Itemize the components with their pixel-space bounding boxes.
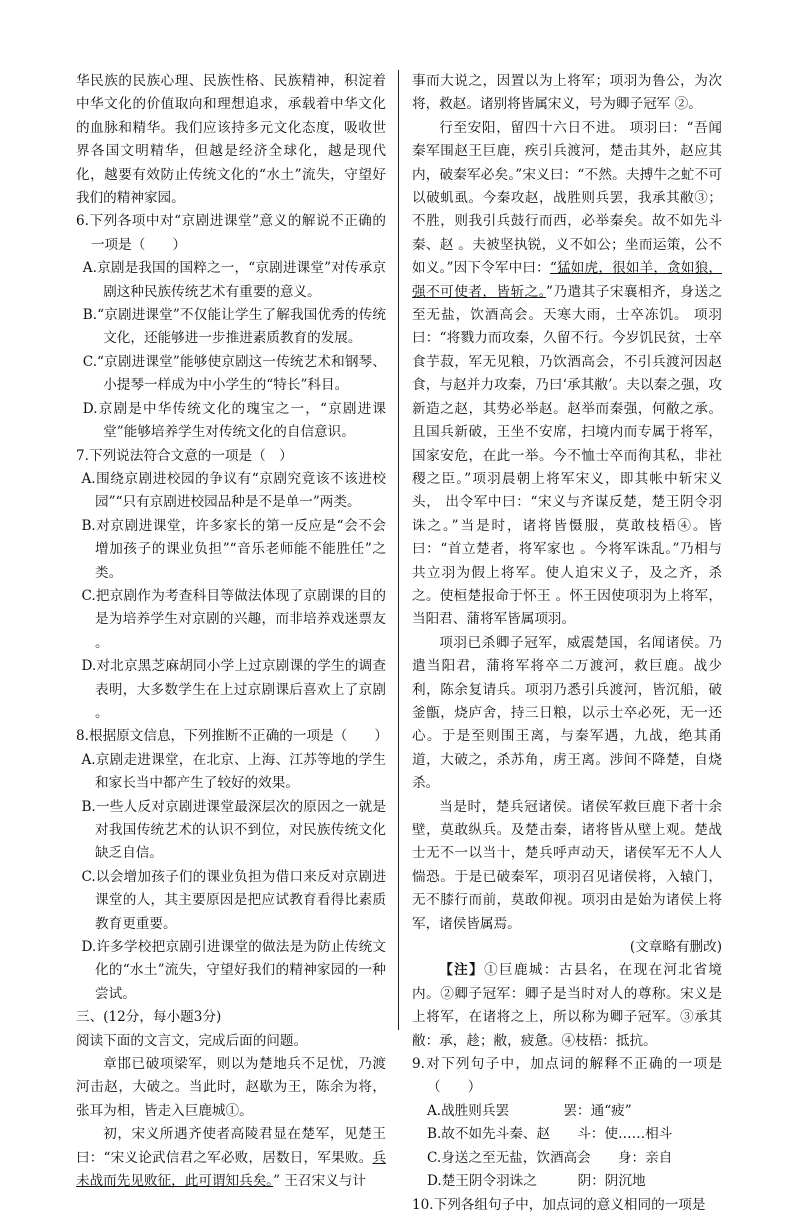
classical-paragraph-4: 项羽已杀卿子冠军，威震楚国，名闻诸侯。乃遣当阳君，蒲将军将卒二万渡河，救巨鹿。战少利，陈余复请兵。项羽乃悉引兵渡河，皆沉船，破釜甑，烧庐舍，持三日粮，以示士卒必死，无一还心。于是至则围王离，与秦军遇，九战，绝其甬道，大破之，杀苏角，虏王离。涉间不降楚，自烧杀。 bbox=[412, 634, 722, 792]
q6-option-c: C.“京剧进课堂”能够使京剧这一传统艺术和钢琴、小提琴一样成为中小学生的“特长”科目。 bbox=[82, 353, 386, 394]
question-6: 6.下列各项中对“京剧进课堂”意义的解说不正确的一项是（ ） bbox=[76, 213, 386, 253]
q7-option-d: D.对北京黑芝麻胡同小学上过京剧课的学生的调查表明，大多数学生在上过京剧课后喜欢上了京剧 。 bbox=[81, 658, 386, 721]
right-column bbox=[412, 70, 722, 1217]
q6-option-d: D.京剧是中华传统文化的瑰宝之一，“京剧进课堂”能够培养学生对传统文化的自信意识。 bbox=[82, 400, 386, 441]
annotation bbox=[412, 959, 722, 1053]
q8-option-c: C.以会增加孩子们的课业负担为借口来反对京剧进课堂的人，其主要原因是把应试教育看得比素质教育更重要。 bbox=[81, 868, 386, 932]
question-7: 7.下列说法符合文意的一项是（ ） bbox=[76, 447, 293, 464]
section-3-intro: 阅读下面的文言文，完成后面的问题。 bbox=[76, 1032, 308, 1049]
classical-paragraph-5: 当是时，楚兵冠诸侯。诸侯军救巨鹿下者十余壁，莫敢纵兵。及楚击秦，诸将皆从壁上观。楚战士无不一以当十，楚兵呼声动天，诸侯军无不人人惴恐。于是已破秦军，项羽召见诸侯将，入辕门，无不膝行而前，莫敢仰视。项羽由是始为诸侯上将军，诸侯皆属焉。 bbox=[412, 798, 722, 932]
question-10: 10.下列各组句子中，加点词的意义相同的一项是 bbox=[412, 1196, 706, 1213]
annotation-text: ①巨鹿城：古县名，在现在河北省境内。②卿子冠军：卿子是当时对人的尊称。宋义是上将军，在诸将之上，所以称为卿子冠军。③承其敝：承，趁；敝，疲惫。④枝梧：抵抗。 bbox=[412, 962, 723, 1049]
q9-option-b: B.故不如先斗秦、赵 斗：使……相斗 bbox=[426, 1126, 673, 1143]
annotation-label: 【注】 bbox=[439, 962, 485, 979]
column-divider bbox=[398, 70, 399, 1030]
paragraph-3-tail: ”乃遣其子宋襄相齐，身送之至无盐，饮酒高会。天寒大雨，士卒冻饥。 项羽曰：“将戮力而攻秦，久留不行。今岁饥民贫，士卒食芋菽，军无见粮，乃饮酒高会，不引兵渡河因赵食，与赵并力攻秦，乃曰‘承其敝’。夫以秦之强，攻新造之赵，其势必举赵。赵举而秦强，何敝之承。且国兵新破，王坐不安席，扫境内而专属于将军，国家安危，在此一举。今不恤士卒而徇其私，非社稷之臣。”项羽晨朝上将军宋义，即其帐中斩宋义头， 出令军中曰：“宋义与齐谋反楚，楚王阴令羽诛之。”当是时，诸将皆慑服，莫敢枝梧④。皆曰：“首立楚者，将军家也 。今将军诛乱。”乃相与共立羽为假上将军。使人追宋义子，及之齐，杀之。使桓楚报命于怀王 。怀王因使项羽为上将军，当阳君、蒲将军皆属项羽。 bbox=[412, 283, 723, 628]
question-9: 9.对下列句子中，加点词的解释不正确的一项是（ ） bbox=[412, 1056, 722, 1096]
classical-paragraph-3 bbox=[412, 117, 722, 632]
paragraph-2-tail: ” 王召宋义与计 bbox=[273, 1173, 366, 1190]
q9-option-d: D.楚王阴令羽诛之 阴：阴沉地 bbox=[426, 1173, 646, 1190]
passage-end: 华民族的民族心理、民族性格、民族精神，积淀着中华文化的价值取向和理想追求，承载着中华文化的血脉和精华。我们应该持多元文化态度，吸收世界各国文明精华，但越是经济全球化，越是现代化，越要有效防止传统文化的“水土”流失，守望好我们的精神家园。 bbox=[76, 73, 386, 207]
section-3-heading: 三、(12分，每小题3分) bbox=[76, 1009, 222, 1026]
question-8: 8.根据原文信息，下列推断不正确的一项是（ ） bbox=[76, 728, 389, 745]
q7-option-b: B.对京剧进课堂，许多家长的第一反应是“会不会增加孩子的课业负担”“音乐老师能不能胜任”之类。 bbox=[81, 517, 386, 581]
paragraph-2-text: 初，宋义所遇齐使者高陵君显在楚军，见楚王曰：“宋义论武信君之军必败，居数日，军果败。 bbox=[76, 1126, 386, 1166]
underlined-sentence-2: “猛如虎，很如羊，贪如狼，强不可使者，皆斩之。 bbox=[412, 260, 722, 300]
q7-option-a: A.围绕京剧进校园的争议有“京剧究竟该不该进校园”“只有京剧进校园品种是不是单一”两类。 bbox=[81, 470, 386, 511]
q8-option-d: D.许多学校把京剧引进课堂的做法是为防止传统文化的“水土”流失，守望好我们的精神家园的一种尝试。 bbox=[81, 939, 386, 1002]
q8-option-a: A.京剧走进课堂，在北京、上海、江苏等地的学生和家长当中都产生了较好的效果。 bbox=[81, 751, 386, 792]
q6-option-a: A.京剧是我国的国粹之一，“京剧进课堂”对传承京剧这种民族传统艺术有重要的意义。 bbox=[82, 260, 386, 300]
classical-paragraph-1: 章邯已破项梁军，则以为楚地兵不足忧，乃渡河击赵，大破之。当此时，赵歇为王，陈余为将，张耳为相，皆走入巨鹿城①。 bbox=[76, 1056, 386, 1119]
classical-paragraph-2 bbox=[76, 1123, 386, 1193]
classical-continuation: 事而大说之，因置以为上将军；项羽为鲁公，为次将，救赵。诸别将皆属宋义，号为卿子冠军 ②。 bbox=[412, 73, 722, 113]
abridged-note: (文章略有删改) bbox=[629, 939, 722, 956]
q9-option-a: A.战胜则兵罢 罢：通“疲” bbox=[426, 1102, 632, 1119]
underlined-sentence-1: 兵未战而先见败征，此可谓知兵矣。 bbox=[76, 1149, 386, 1190]
q7-option-c: C.把京剧作为考查科目等做法体现了京剧课的目的是为培养学生对京剧的兴趣，而非培养戏迷票友 。 bbox=[81, 587, 386, 651]
q9-option-c: C.身送之至无盐，饮酒高会 身：亲自 bbox=[426, 1149, 673, 1166]
q8-option-b: B.一些人反对京剧进课堂最深层次的原因之一就是对我国传统艺术的认识不到位，对民族传统文化缺乏自信。 bbox=[81, 798, 386, 862]
paragraph-3-text: 行至安阳，留四十六日不进。 项羽曰：“吾闻秦军围赵王巨鹿，疾引兵渡河，楚击其外，赵应其内，破秦军必矣。”宋义曰：“不然。夫搏牛之虻不可以破虮虱。今秦攻赵，战胜则兵罢，我承其敝③；不胜，则我引兵鼓行而西，必举秦矣。故不如先斗秦、赵 。夫被坚执锐，义不如公；坐而运策，公不如义。”因下令军中曰： bbox=[412, 119, 722, 277]
left-column bbox=[76, 70, 389, 1194]
q6-option-b: B.“京剧进课堂”不仅能让学生了解我国优秀的传统文化，还能够进一步推进素质教育的发展。 bbox=[82, 307, 386, 347]
